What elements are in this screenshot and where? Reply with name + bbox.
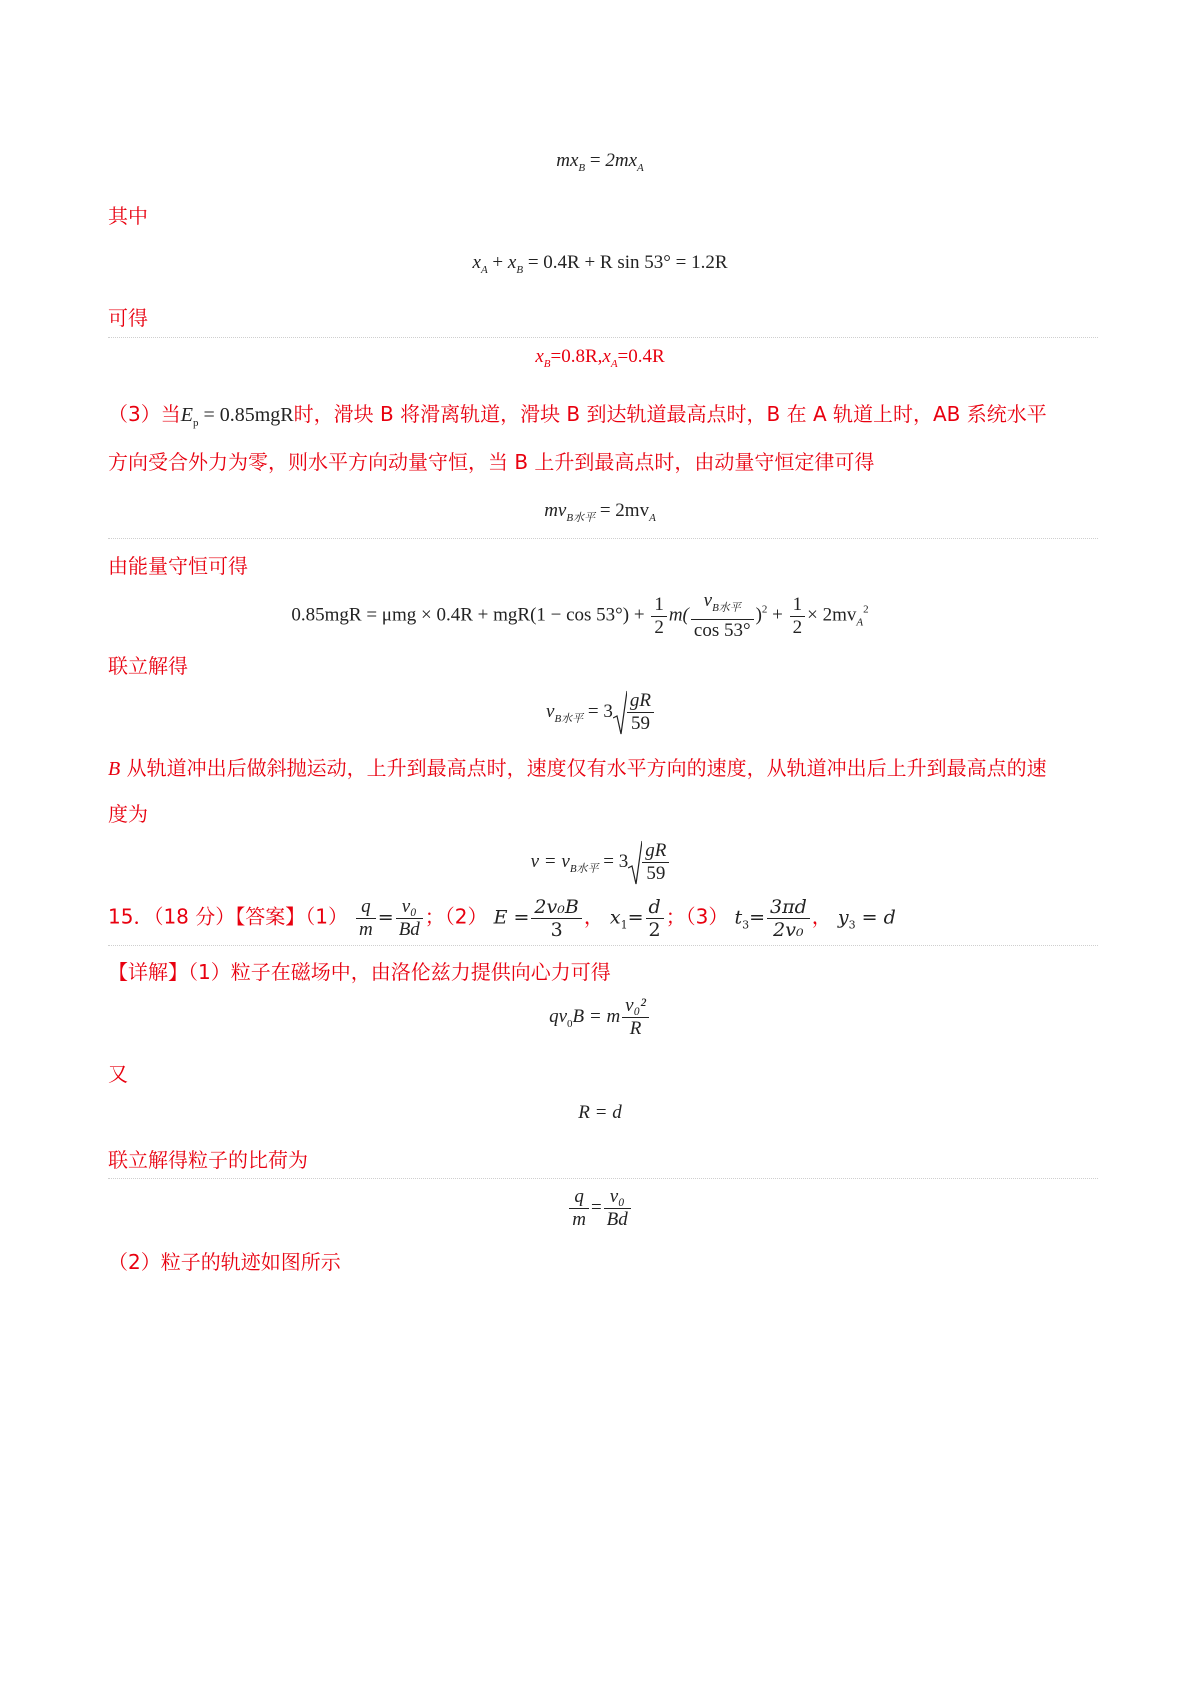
fraction-v0-bd: $\frac{\text{v₀}}{Bd}$ xyxy=(604,1186,631,1231)
equation-r-equals-d: R = d xyxy=(578,1102,622,1123)
divider xyxy=(108,945,1098,946)
fraction-v0-bd: $\frac{\text{v₀}}{Bd}$ xyxy=(396,896,423,941)
equation-displacement-sum: $x_A + x_B = 0.4R + R$ sin 53° = 1.2R xyxy=(472,252,728,276)
fraction-half-2: $\frac{1}{2}$ xyxy=(790,594,806,639)
fraction-d-2: $\frac{d}{2}$ xyxy=(646,896,664,941)
label-kede: 可得 xyxy=(108,306,148,330)
fraction-3pid-2v0: $\frac{3\pi d}{\text{2v₀}}$ xyxy=(767,896,810,941)
label-bihe: 联立解得粒子的比荷为 xyxy=(108,1148,308,1172)
fraction-v-over-cos: $\frac{v_{B水平}}{\cos 53^\circ}$ xyxy=(691,590,754,642)
part2-label: （2）粒子的轨迹如图所示 xyxy=(108,1250,341,1274)
label-you: 又 xyxy=(108,1062,128,1086)
fraction-q-m: $\frac{q}{m}$ xyxy=(356,896,376,941)
label-energy: 由能量守恒可得 xyxy=(108,554,248,578)
equation-energy-conservation: 0.85mgR = μmg × 0.4R + mgR(1 − cos 53°) + $\frac{1}{2}$ m( $\frac{v_{B水平}}{\cos 53^\circ}$ )$^2$ + $\frac{1}{2}$ × $2mv_A^2$ xyxy=(291,590,869,641)
label-qizhong: 其中 xyxy=(108,204,148,228)
para-b-line1: B 从轨道冲出后做斜抛运动，上升到最高点时，速度仅有水平方向的速度，从轨道冲出后上升到最高点的速 xyxy=(108,756,1047,780)
divider xyxy=(108,1178,1098,1179)
divider xyxy=(108,337,1098,338)
divider xyxy=(108,538,1098,539)
sqrt-symbol: $\frac{gR}{59}$ xyxy=(613,690,654,735)
equation-momentum-conservation: $mv_{B水平} = 2mv_A$ xyxy=(544,500,656,524)
fraction-half: $\frac{1}{2}$ xyxy=(651,594,667,639)
equation-momentum-displacement: $mx_B = 2mx_A$ xyxy=(556,150,644,174)
answer-15: 15．（18 分）【答案】（1） $\frac{q}{m}$ = $\frac{\text{v₀}}{Bd}$ ；（2） E = $\frac{\text{2v₀B}}{3}$ ， $x_1=$ $\frac{d}{2}$ ；（3） $t_3=$ $\frac{3\pi d}{\text{2v₀}}$ ， $y_3 = d$ xyxy=(108,896,896,941)
equation-v-final: $v = v_{B水平} = 3$ $\frac{gR}{59}$ xyxy=(0,840,1200,885)
result-xb-xa: $x_B=0.8R,x_A=0.4R$ xyxy=(535,346,665,370)
fraction-q-m: $\frac{q}{m}$ xyxy=(569,1186,589,1231)
para-b-line2: 度为 xyxy=(108,802,148,826)
equation-charge-mass-ratio: $\frac{q}{m}$ = $\frac{\text{v₀}}{Bd}$ xyxy=(0,1186,1200,1231)
equation-v-horizontal: $v_{B水平} = 3$ $\frac{gR}{59}$ xyxy=(0,690,1200,735)
fraction-2v0b-3: $\frac{\text{2v₀B}}{3}$ xyxy=(531,896,581,941)
label-lianli: 联立解得 xyxy=(108,654,188,678)
sqrt-symbol: $\frac{gR}{59}$ xyxy=(628,840,669,885)
fraction-v0sq-r: $\frac{\text{v₀²}}{R}$ xyxy=(622,995,649,1040)
part3-line1: （3）当$E_p = 0.85mgR$时，滑块 B 将滑离轨道，滑块 B 到达轨道最高点时，B 在 A 轨道上时，AB 系统水平 xyxy=(108,402,1047,429)
detail-1: 【详解】（1）粒子在磁场中，由洛伦兹力提供向心力可得 xyxy=(108,960,611,984)
equation-lorentz-force: $qv_0B = m$ $\frac{\text{v₀²}}{R}$ xyxy=(0,995,1200,1040)
part3-line2: 方向受合外力为零，则水平方向动量守恒，当 B 上升到最高点时，由动量守恒定律可得 xyxy=(108,450,875,474)
